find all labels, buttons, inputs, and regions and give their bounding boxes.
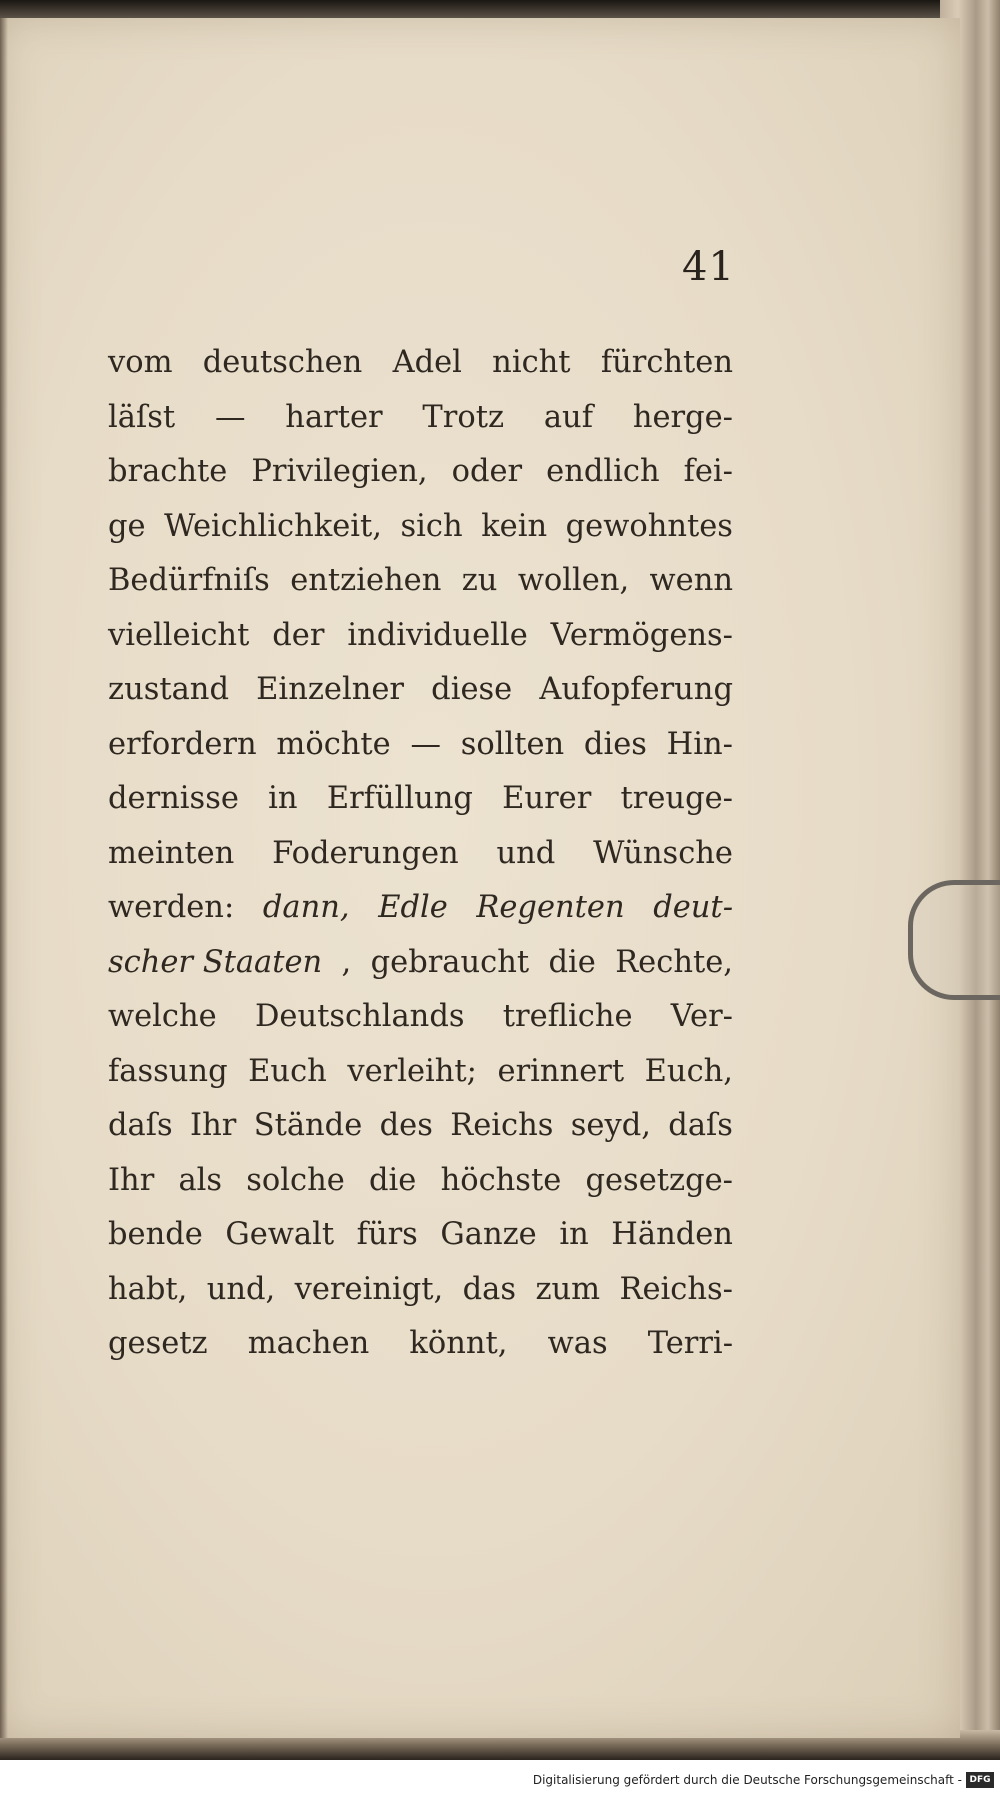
text-line — [108, 936, 733, 991]
page-number: 41 — [682, 244, 735, 290]
book-page — [0, 18, 960, 1738]
word: machen — [247, 1326, 370, 1361]
word: vereinigt, — [294, 1271, 444, 1307]
word: verleiht; — [347, 1053, 477, 1089]
word: Foderungen — [272, 835, 459, 871]
word: die — [548, 944, 596, 980]
word: meinten — [108, 835, 235, 871]
word: dann, — [262, 890, 350, 925]
word: daſs — [668, 1108, 733, 1143]
word: solche — [246, 1162, 345, 1198]
text-line — [108, 1208, 733, 1263]
funding-credit: Digitalisierung gefördert durch die Deutsche Forschungsgemeinschaft - — [532, 1773, 962, 1787]
text-line — [108, 500, 733, 555]
text-line — [108, 1317, 733, 1372]
text-line — [108, 554, 733, 609]
word: deutschen — [202, 345, 363, 380]
word: Euch — [248, 1053, 327, 1089]
word: trefliche — [502, 999, 633, 1034]
word: Vermögens- — [550, 617, 733, 653]
word: Händen — [611, 1217, 733, 1252]
word: fei- — [683, 454, 733, 489]
text-line — [108, 445, 733, 500]
word: könnt, — [409, 1326, 508, 1361]
word: nicht — [492, 345, 571, 380]
word: zustand — [108, 672, 229, 707]
text-line — [108, 881, 733, 936]
word: individuelle — [347, 617, 528, 653]
word: gesetzge- — [585, 1162, 733, 1198]
word: und — [496, 835, 556, 871]
word: möchte — [276, 726, 391, 762]
word: Erfüllung — [326, 781, 473, 816]
text-line — [108, 609, 733, 664]
word: vielleicht — [108, 617, 250, 653]
word: daſs — [108, 1108, 173, 1143]
word: Trotz — [422, 399, 505, 435]
word: brachte — [108, 454, 228, 489]
word: bende — [108, 1217, 203, 1252]
word: vom — [108, 345, 173, 380]
word: gewohntes — [565, 508, 733, 544]
word: Ihr — [190, 1108, 237, 1143]
word: läſst — [108, 399, 176, 435]
word: und, — [206, 1271, 276, 1307]
word: zum — [535, 1271, 601, 1307]
word: Eurer — [502, 781, 592, 816]
word: Einzelner — [256, 672, 404, 707]
word: erinnert — [497, 1053, 625, 1089]
word: Reichs- — [619, 1271, 733, 1307]
word: sich — [400, 508, 463, 544]
word: scher Staaten — [108, 944, 323, 980]
word: Bedürfniſs — [108, 563, 270, 598]
dfg-logo: DFG — [966, 1772, 994, 1788]
word: Edle — [378, 890, 448, 925]
word: habt, — [108, 1271, 188, 1307]
word: der — [272, 617, 325, 653]
word: zu — [461, 563, 498, 598]
word: höchste — [440, 1162, 562, 1198]
word: Ganze — [440, 1217, 537, 1252]
word: , — [341, 944, 352, 980]
word: ge — [108, 508, 146, 544]
body-text — [108, 336, 733, 1372]
word: Euch, — [644, 1053, 733, 1089]
word: Terri- — [647, 1326, 733, 1361]
text-line — [108, 1263, 733, 1318]
text-line — [108, 718, 733, 773]
word: in — [268, 781, 298, 816]
word: erfordern — [108, 726, 257, 762]
word: das — [462, 1271, 517, 1307]
word: in — [559, 1217, 589, 1252]
word: auf — [543, 399, 593, 435]
word: diese — [431, 672, 513, 707]
word: Hin- — [666, 726, 733, 762]
word: Gewalt — [225, 1217, 335, 1252]
text-line — [108, 990, 733, 1045]
word: wenn — [649, 563, 733, 598]
word: Wünsche — [593, 835, 733, 871]
text-line — [108, 663, 733, 718]
word: Adel — [392, 345, 462, 380]
word: sollten — [460, 726, 565, 762]
word: Stände — [253, 1108, 363, 1143]
word: entziehen — [290, 563, 442, 598]
word: fürs — [356, 1217, 418, 1252]
text-line — [108, 336, 733, 391]
word: als — [178, 1162, 223, 1198]
word: Reichs — [450, 1108, 554, 1143]
word: fassung — [108, 1053, 228, 1089]
word: seyd, — [570, 1108, 651, 1143]
word: wollen, — [517, 563, 630, 598]
footer-bar — [0, 1760, 1000, 1795]
text-line — [108, 772, 733, 827]
word: fürchten — [600, 345, 733, 380]
word: Weichlichkeit, — [164, 508, 382, 544]
word: Ihr — [108, 1162, 155, 1198]
text-line — [108, 1154, 733, 1209]
word: Ver- — [670, 999, 733, 1034]
word: gesetz — [108, 1326, 208, 1361]
word: Deutschlands — [254, 999, 465, 1034]
word: Aufopferung — [539, 672, 733, 707]
word: gebraucht — [370, 944, 530, 980]
word: herge- — [632, 399, 733, 435]
word: welche — [108, 999, 217, 1034]
word: deut- — [653, 890, 733, 925]
word: treuge- — [620, 781, 733, 816]
word: des — [379, 1108, 433, 1143]
word: — — [214, 399, 246, 435]
word: werden: — [108, 890, 235, 925]
word: endlich — [546, 454, 660, 489]
text-line — [108, 391, 733, 446]
word: kein — [481, 508, 548, 544]
text-line — [108, 1099, 733, 1154]
word: was — [547, 1326, 608, 1361]
word: Rechte, — [615, 944, 733, 980]
word: Regenten — [476, 890, 625, 925]
page-clip — [908, 880, 1000, 1000]
word: harter — [285, 399, 383, 435]
word: dies — [583, 726, 647, 762]
word: die — [369, 1162, 417, 1198]
word: — — [410, 726, 441, 762]
text-line — [108, 827, 733, 882]
word: dernisse — [108, 781, 239, 816]
word: oder — [451, 454, 523, 489]
word: Privilegien, — [251, 454, 428, 489]
text-line — [108, 1045, 733, 1100]
